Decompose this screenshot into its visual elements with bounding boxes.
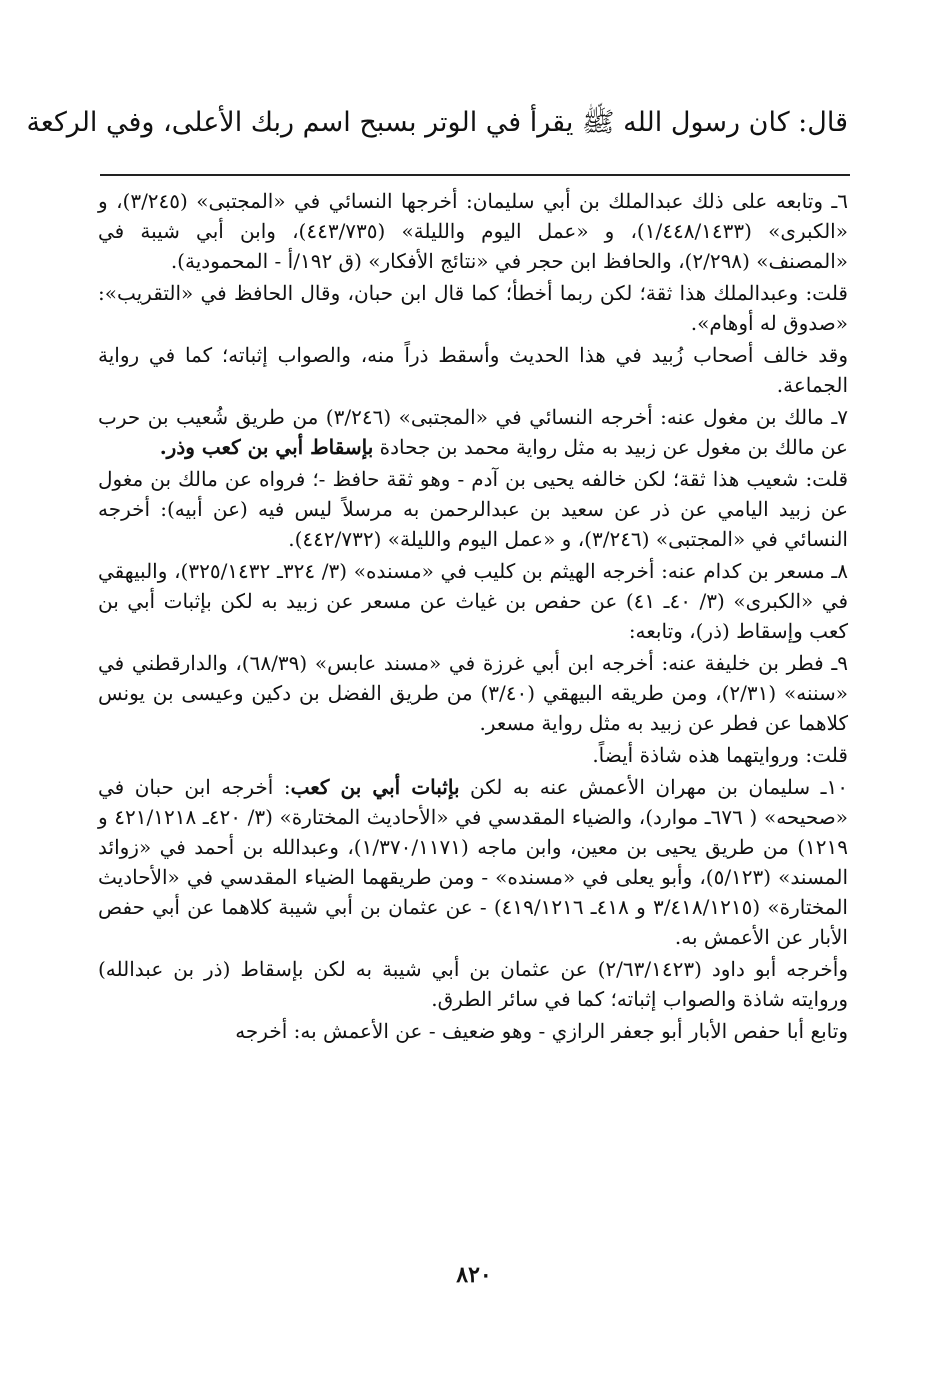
- footnote-text: ٦ـ وتابعه على ذلك عبدالملك بن أبي سليمان: أخرجها النسائي في «المجتبى» (٣/٢٤٥)، و «الكبرى» (١/٤٤٨/١٤٣٣)، و «عمل اليوم والليلة» (٤٤٣/٧٣٥)، وابن أبي شيبة في «المصنف» (٢/٢٩٨)، والحافظ ابن حجر في «نتائج الأفكار» (ق ١٩٢/أ - المحمودية).: [98, 189, 848, 273]
- footnote-paragraph: [98, 772, 848, 952]
- footnote-paragraph: [98, 278, 848, 338]
- footnote-paragraph: [98, 648, 848, 738]
- footnote-paragraph: [98, 1016, 848, 1046]
- footnote-paragraph: [98, 954, 848, 1014]
- footnote-text: ١٠ـ سليمان بن مهران الأعمش عنه به لكن: [459, 775, 849, 799]
- footnote-paragraph: [98, 556, 848, 646]
- footnote-paragraph: [98, 464, 848, 554]
- footnote-separator: [100, 174, 850, 176]
- footnote-text: قلت: وروايتهما هذه شاذة أيضاً.: [592, 743, 848, 767]
- footnotes: [98, 186, 848, 1048]
- footnote-text: قلت: وعبدالملك هذا ثقة؛ لكن ربما أخطأ؛ كما قال ابن حبان، وقال الحافظ في «التقريب»: «صدوق له أوهام».: [98, 281, 848, 335]
- footnote-text: وتابع أبا حفص الأبار أبو جعفر الرازي - وهو ضعيف - عن الأعمش به: أخرجه: [235, 1019, 848, 1043]
- footnote-paragraph: [98, 740, 848, 770]
- footnote-text: ٨ـ مسعر بن كدام عنه: أخرجه الهيثم بن كليب في «مسنده» (٣/ ٣٢٤ـ ٣٢٥/١٤٣٢)، والبيهقي في «الكبرى» (٣/ ٤٠ـ ٤١) عن حفص بن غياث عن مسعر عن زبيد به لكن بإثبات أبي بن كعب وإسقاط (ذر)، وتابعه:: [98, 559, 848, 643]
- footnote-text: : أخرجه ابن حبان في «صحيحه» ( ٦٧٦ـ موارد)، والضياء المقدسي في «الأحاديث المختارة» (٣/ ٤٢٠ـ ٤٢١/١٢١٨ و ١٢١٩) من طريق يحيى بن معين، وابن ماجه (١/٣٧٠/١١٧١)، وعبدالله بن أحمد في «زوائد المسند» (٥/١٢٣)، وأبو يعلى في «مسنده» - ومن طريقهما الضياء المقدسي في «الأحاديث المختارة» (٣/٤١٨/١٢١٥ و ٤١٨ـ ٤١٩/١٢١٦) - عن عثمان بن أبي شيبة كلاهما عن أبي حفص الأبار عن الأعمش به.: [98, 775, 849, 949]
- footnote-bold-text: بإثبات أبي بن كعب: [290, 775, 460, 799]
- footnote-paragraph: [98, 340, 848, 400]
- footnote-bold-text: بإسقاط أبي بن كعب وذر.: [159, 435, 374, 459]
- footnote-text: ٧ـ مالك بن مغول عنه: أخرجه النسائي في «المجتبى» (٣/٢٤٦) من طريق شُعيب بن حرب عن مالك بن مغول عن زبيد به مثل رواية محمد بن جحادة: [98, 405, 849, 459]
- footnote-text: وقد خالف أصحاب زُبيد في هذا الحديث وأسقط ذراً منه، والصواب إثباته؛ كما في رواية الجماعة.: [98, 343, 848, 397]
- footnote-text: وأخرجه أبو داود (٢/٦٣/١٤٢٣) عن عثمان بن أبي شيبة به لكن بإسقاط (ذر بن عبدالله) وروايته شاذة والصواب إثباته؛ كما في سائر الطرق.: [98, 957, 848, 1011]
- page-number: ٨٢٠: [456, 1262, 492, 1288]
- footnote-text: ٩ـ فطر بن خليفة عنه: أخرجه ابن أبي غرزة في «مسند عابس» (٦٨/٣٩)، والدارقطني في «سننه» (٢/٣١)، ومن طريقه البيهقي (٣/٤٠) من طريق الفضل بن دكين وعيسى بن يونس كلاهما عن فطر عن زبيد به مثل رواية مسعر.: [98, 651, 849, 735]
- footnote-paragraph: [98, 402, 848, 462]
- main-text-line: قال: كان رسول الله ﷺ يقرأ في الوتر بسبح اسم ربك الأعلى، وفي الركعة: [26, 107, 848, 138]
- footnote-paragraph: [98, 186, 848, 276]
- footnote-text: قلت: شعيب هذا ثقة؛ لكن خالفه يحيى بن آدم - وهو ثقة حافظ -؛ فرواه عن مالك بن مغول عن زبيد اليامي عن ذر عن سعيد بن عبدالرحمن به مرسلاً ليس فيه (عن أبيه): أخرجه النسائي في «المجتبى» (٣/٢٤٦)، و «عمل اليوم والليلة» (٤٤٢/٧٣٢).: [98, 467, 848, 551]
